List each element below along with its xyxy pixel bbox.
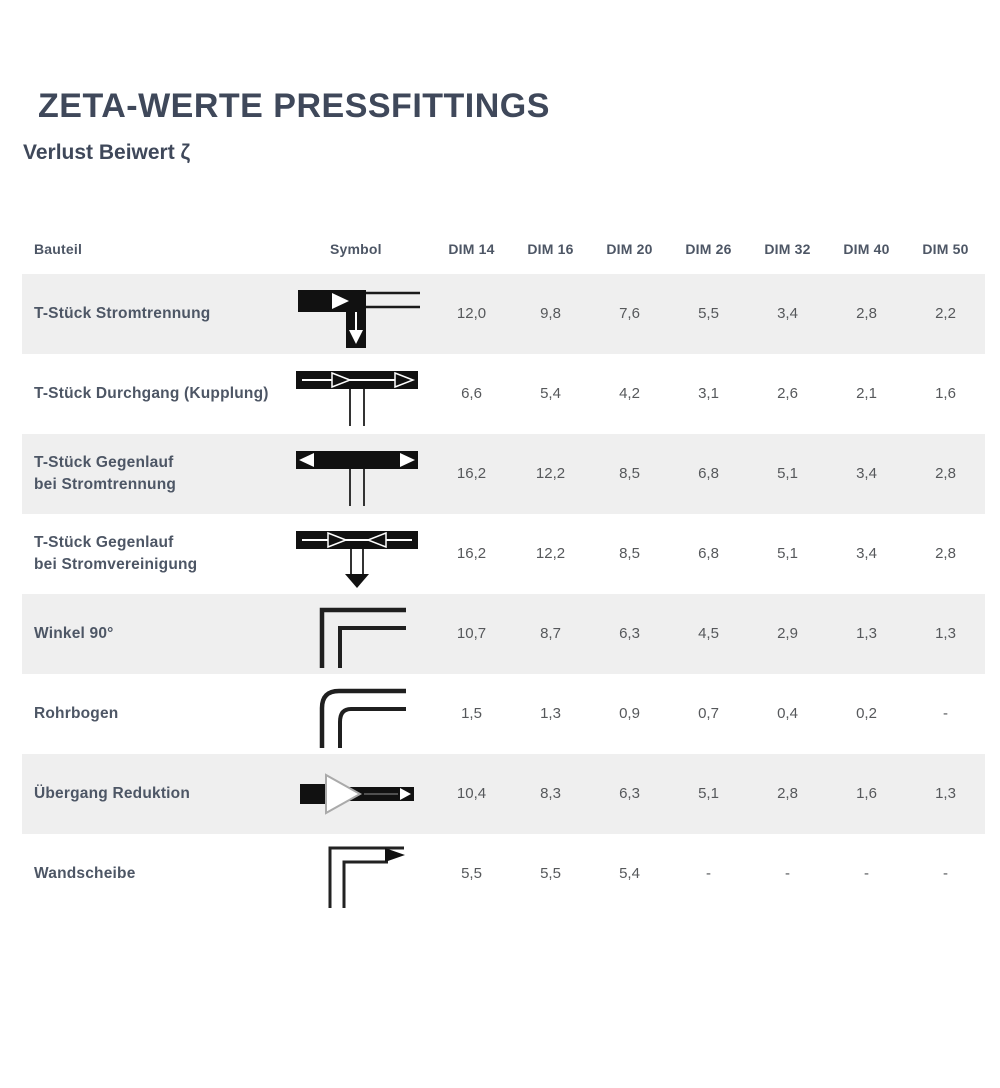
value-cell: 7,6: [619, 305, 640, 323]
value-cell: 5,1: [777, 465, 798, 483]
symbol-cell: [282, 838, 432, 910]
page-title: ZETA-WERTE PRESSFITTINGS: [38, 87, 550, 125]
value-cell: 4,2: [619, 385, 640, 403]
value-cell: 6,6: [461, 385, 482, 403]
value-cell: 8,7: [540, 625, 561, 643]
symbol-cell: [282, 598, 432, 670]
bauteil-label: Rohrbogen: [34, 704, 119, 722]
value-cell: 16,2: [456, 545, 487, 563]
column-header-dim20: DIM 20: [606, 240, 653, 257]
value-cell: 6,8: [698, 465, 719, 483]
value-cell: 1,3: [540, 705, 561, 723]
bauteil-cell: [22, 532, 282, 575]
value-cell: -: [943, 705, 948, 723]
symbol-cell: [282, 518, 432, 590]
value-cell: 6,3: [619, 625, 640, 643]
bauteil-label: Winkel 90°: [34, 624, 114, 642]
value-cell: 5,1: [698, 785, 719, 803]
value-cell: 2,9: [777, 625, 798, 643]
column-header-dim40: DIM 40: [843, 240, 890, 257]
bauteil-label-line2: bei Stromtrennung: [34, 475, 177, 493]
symbol-cell: [282, 278, 432, 350]
value-cell: 8,3: [540, 785, 561, 803]
column-header-dim50: DIM 50: [922, 240, 969, 257]
tee-counterflow-merging-icon: [292, 518, 422, 590]
zeta-values-table: [22, 224, 985, 914]
tee-counterflow-separation-icon: [292, 438, 422, 510]
value-cell: -: [943, 865, 948, 883]
value-cell: 1,3: [935, 625, 956, 643]
value-cell: 4,5: [698, 625, 719, 643]
value-cell: 10,4: [456, 785, 487, 803]
value-cell: 0,4: [777, 705, 798, 723]
column-header-bauteil: Bauteil: [34, 240, 83, 257]
value-cell: 2,8: [935, 545, 956, 563]
value-cell: 9,8: [540, 305, 561, 323]
symbol-cell: [282, 358, 432, 430]
bauteil-label: T-Stück Stromtrennung: [34, 304, 211, 322]
reducer-transition-icon: [292, 758, 422, 830]
column-header-symbol-label: Symbol: [330, 240, 382, 257]
value-cell: 1,3: [935, 785, 956, 803]
bauteil-label: T-Stück Gegenlauf: [34, 453, 174, 471]
bauteil-cell: [22, 783, 282, 805]
value-cell: -: [785, 865, 790, 883]
value-cell: 0,9: [619, 705, 640, 723]
pipe-bend-icon: [292, 678, 422, 750]
value-cell: 0,2: [856, 705, 877, 723]
tee-flow-separation-icon: [292, 278, 422, 350]
table-row: [22, 514, 985, 594]
value-cell: -: [864, 865, 869, 883]
bauteil-label: T-Stück Gegenlauf: [34, 533, 174, 551]
value-cell: 1,6: [935, 385, 956, 403]
value-cell: 16,2: [456, 465, 487, 483]
bauteil-cell: [22, 623, 282, 645]
bauteil-cell: [22, 383, 282, 405]
table-header-row: [22, 224, 985, 274]
symbol-cell: [282, 438, 432, 510]
value-cell: 5,1: [777, 545, 798, 563]
value-cell: 5,5: [461, 865, 482, 883]
value-cell: 8,5: [619, 465, 640, 483]
column-header-dim26: DIM 26: [685, 240, 732, 257]
value-cell: 0,7: [698, 705, 719, 723]
value-cell: 3,1: [698, 385, 719, 403]
bauteil-cell: [22, 863, 282, 885]
column-header-dim32: DIM 32: [764, 240, 811, 257]
symbol-cell: [282, 678, 432, 750]
symbol-cell: [282, 758, 432, 830]
value-cell: 2,8: [935, 465, 956, 483]
bauteil-label-line2: bei Stromvereinigung: [34, 555, 198, 573]
value-cell: 3,4: [856, 545, 877, 563]
value-cell: 6,3: [619, 785, 640, 803]
value-cell: 5,5: [540, 865, 561, 883]
bauteil-label: T-Stück Durchgang (Kupplung): [34, 384, 269, 402]
zeta-values-page: [0, 88, 1000, 1088]
table-row: [22, 594, 985, 674]
value-cell: 5,4: [619, 865, 640, 883]
page-subtitle: Verlust Beiwert ζ: [23, 141, 191, 165]
value-cell: 6,8: [698, 545, 719, 563]
value-cell: 2,6: [777, 385, 798, 403]
wall-plate-elbow-icon: [292, 838, 422, 910]
elbow-90-icon: [292, 598, 422, 670]
table-row: [22, 674, 985, 754]
column-header-dim14: DIM 14: [448, 240, 495, 257]
column-header-dim16: DIM 16: [527, 240, 574, 257]
value-cell: 2,1: [856, 385, 877, 403]
value-cell: 8,5: [619, 545, 640, 563]
value-cell: 12,0: [456, 305, 487, 323]
value-cell: 2,8: [777, 785, 798, 803]
value-cell: 2,2: [935, 305, 956, 323]
value-cell: 1,5: [461, 705, 482, 723]
value-cell: 5,4: [540, 385, 561, 403]
table-row: [22, 354, 985, 434]
value-cell: 2,8: [856, 305, 877, 323]
value-cell: 3,4: [856, 465, 877, 483]
bauteil-cell: [22, 303, 282, 325]
table-row: [22, 754, 985, 834]
value-cell: 1,3: [856, 625, 877, 643]
table-row: [22, 834, 985, 914]
bauteil-cell: [22, 452, 282, 495]
value-cell: 12,2: [535, 465, 566, 483]
bauteil-label: Wandscheibe: [34, 864, 136, 882]
value-cell: 1,6: [856, 785, 877, 803]
table-row: [22, 274, 985, 354]
value-cell: 5,5: [698, 305, 719, 323]
value-cell: 12,2: [535, 545, 566, 563]
table-row: [22, 434, 985, 514]
bauteil-label: Übergang Reduktion: [34, 784, 191, 802]
bauteil-cell: [22, 703, 282, 725]
tee-straight-through-coupling-icon: [292, 358, 422, 430]
column-header-symbol: [282, 241, 432, 257]
value-cell: 3,4: [777, 305, 798, 323]
value-cell: 10,7: [456, 625, 487, 643]
value-cell: -: [706, 865, 711, 883]
